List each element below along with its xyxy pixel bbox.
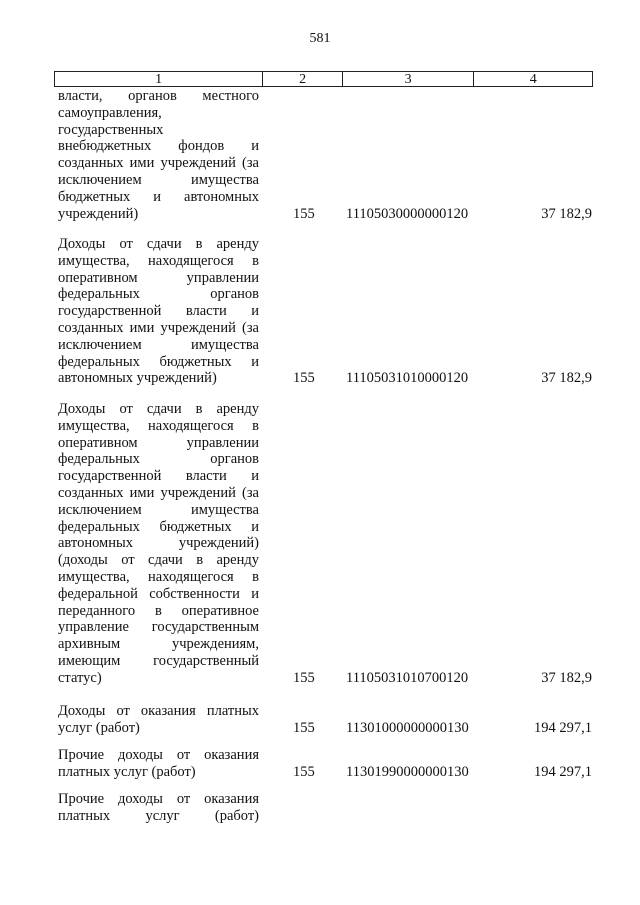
description-line: исключением имущества bbox=[58, 501, 259, 518]
description-line: бюджетных и автономных bbox=[58, 188, 259, 205]
header-col-2: 2 bbox=[263, 72, 343, 86]
description-line: имущества, находящегося в bbox=[58, 252, 259, 269]
row-description bbox=[58, 236, 259, 387]
budget-classification-code: 11301000000000130 bbox=[346, 719, 469, 736]
description-line: государственной власти и bbox=[58, 303, 259, 320]
amount-value: 37 182,9 bbox=[541, 669, 592, 686]
description-line: федеральных бюджетных и bbox=[58, 518, 259, 535]
description-line: государственной власти и bbox=[58, 468, 259, 485]
amount-value: 37 182,9 bbox=[541, 205, 592, 222]
description-line: исключением имущества bbox=[58, 171, 259, 188]
budget-classification-code: 11105031010700120 bbox=[346, 669, 469, 686]
description-line: Доходы от сдачи в аренду bbox=[58, 401, 259, 417]
row-description bbox=[58, 747, 259, 781]
description-line: управление государственным bbox=[58, 619, 259, 636]
description-line: услуг (работ) bbox=[58, 719, 140, 736]
amount-value: 194 297,1 bbox=[534, 719, 592, 736]
table-header bbox=[54, 71, 593, 87]
description-line: оперативном управлении bbox=[58, 269, 259, 286]
admin-code: 155 bbox=[293, 719, 315, 736]
description-line: созданных ими учреждений (за bbox=[58, 484, 259, 501]
description-line: самоуправления, bbox=[58, 104, 162, 121]
description-line: автономных учреждений) bbox=[58, 535, 259, 552]
admin-code: 155 bbox=[293, 205, 315, 222]
row-description bbox=[58, 401, 259, 687]
description-line: государственных bbox=[58, 121, 164, 138]
description-line: созданных ими учреждений (за bbox=[58, 155, 259, 172]
row-description bbox=[58, 703, 259, 737]
page-number: 581 bbox=[309, 31, 331, 46]
admin-code: 155 bbox=[293, 669, 315, 686]
description-line: Прочие доходы от оказания bbox=[58, 791, 259, 807]
budget-classification-code: 11105031010000120 bbox=[346, 370, 469, 387]
description-line: исключением имущества bbox=[58, 336, 259, 353]
budget-classification-code: 11301990000000130 bbox=[346, 763, 469, 780]
description-line: (доходы от сдачи в аренду bbox=[58, 552, 259, 569]
description-line: переданного в оперативное bbox=[58, 602, 259, 619]
description-line: созданных ими учреждений (за bbox=[58, 319, 259, 336]
amount-value: 194 297,1 bbox=[534, 763, 592, 780]
description-line: платных услуг (работ) bbox=[58, 807, 259, 824]
header-col-4: 4 bbox=[529, 72, 537, 87]
description-line: платных услуг (работ) bbox=[58, 763, 196, 780]
description-line: архивным учреждениям, bbox=[58, 636, 259, 653]
admin-code: 155 bbox=[293, 763, 315, 780]
row-description bbox=[58, 88, 259, 222]
description-line: оперативном управлении bbox=[58, 434, 259, 451]
description-line: автономных учреждений) bbox=[58, 370, 217, 387]
description-line: федеральной собственности и bbox=[58, 585, 259, 602]
description-line: имущества, находящегося в bbox=[58, 417, 259, 434]
budget-classification-code: 11105030000000120 bbox=[346, 205, 469, 222]
description-line: Доходы от сдачи в аренду bbox=[58, 236, 259, 252]
description-line: Прочие доходы от оказания bbox=[58, 747, 259, 763]
description-line: власти, органов местного bbox=[58, 88, 259, 104]
description-line: внебюджетных фондов и bbox=[58, 138, 259, 155]
description-line: учреждений) bbox=[58, 205, 139, 222]
description-line: статус) bbox=[58, 669, 102, 686]
header-col-1: 1 bbox=[55, 72, 263, 86]
row-description bbox=[58, 791, 259, 825]
amount-value: 37 182,9 bbox=[541, 370, 592, 387]
description-line: федеральных органов bbox=[58, 286, 259, 303]
header-col-3: 3 bbox=[343, 72, 475, 86]
description-line: федеральных органов bbox=[58, 451, 259, 468]
description-line: Доходы от оказания платных bbox=[58, 703, 259, 719]
description-line: федеральных бюджетных и bbox=[58, 353, 259, 370]
admin-code: 155 bbox=[293, 370, 315, 387]
description-line: имеющим государственный bbox=[58, 652, 259, 669]
description-line: имущества, находящегося в bbox=[58, 568, 259, 585]
